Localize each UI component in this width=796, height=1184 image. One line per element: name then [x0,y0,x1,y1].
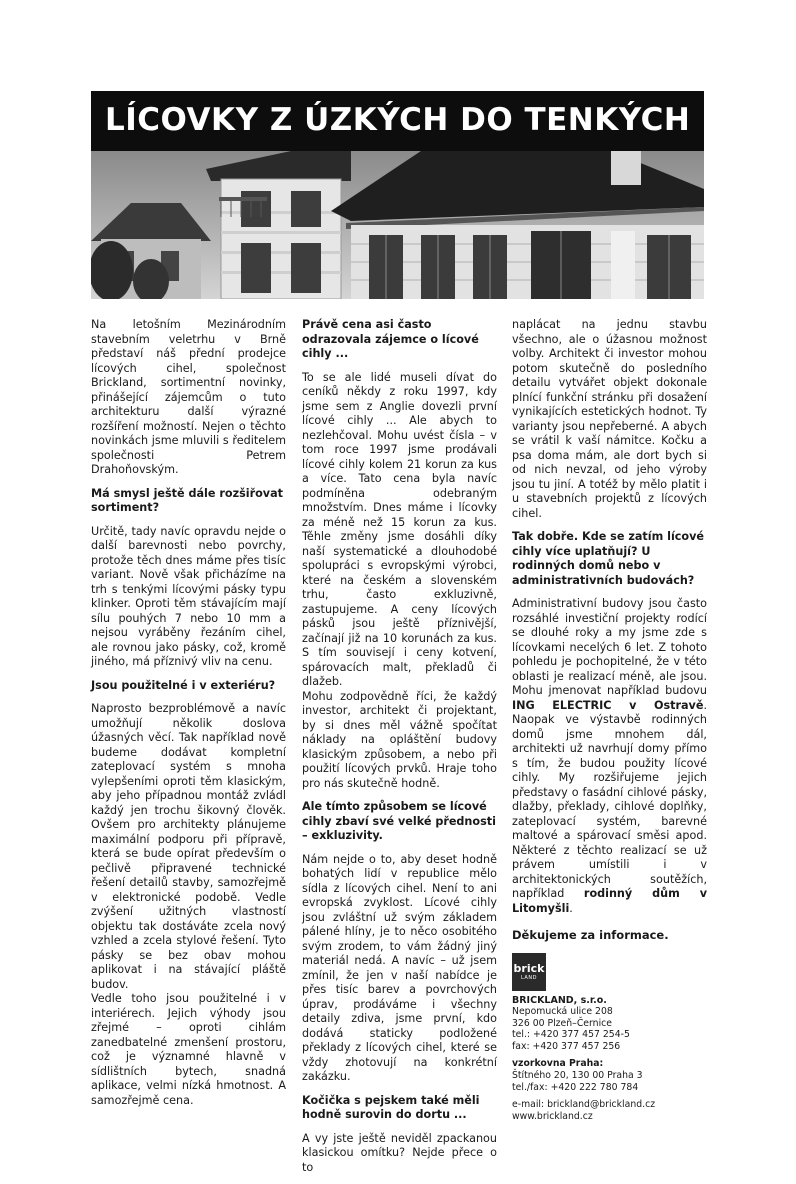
address-line: Nepomucká ulice 208 [512,1006,613,1018]
logo-sub: LAND [521,974,537,981]
question-heading: Tak dobře. Kde se zatím lícové cihly více uplatňují? U rodinných domů nebo v administrativních budovách? [512,530,704,587]
showroom-address: Štítného 20, 130 00 Praha 3 [512,1070,643,1082]
highlight-text: ING ELECTRIC v Ostravě [512,698,704,712]
fax-line: fax: +420 377 457 256 [512,1040,621,1052]
answer-text: . Naopak ve výstavbě rodinných domů jsme mnohem dál, architekti už navrhují domy přímo s tím, že budou použity lícové cihly. My rozšiřujeme jejich představy o fasádní cihlové pásky, dlažby, překlady, cihlové doplňky, zateplovací systém, barevné maltové a spárovací směsi apod. Některé z těchto realizací se už právem umístili i v architektonických soutěžích, například [512,698,707,900]
house-photo [91,151,704,299]
answer-text: . [569,901,573,915]
answer-paragraph: Určitě, tady navíc opravdu nejde o další barevnosti nebo povrchy, protože těch dnes máme přes tisíc variant. Nově však přicházíme na trh s tenkými lícovými pásky typu klinker. Oproti těm stávajícím mají sílu pouhých 7 nebo 10 mm a nejsou vyráběny řezáním cihel, ale rovnou jako pásky, což, kromě jiného, má příznivý vliv na cenu. [91,524,286,668]
question-heading: Má smysl ještě dále rozšiřovat sortiment? [91,486,283,514]
showroom-label: vzorkovna Praha: [512,1058,604,1070]
answer-paragraph: Naprosto bezproblémově a navíc umožňují několik doslova úžasných věcí. Tak například nově budeme dodávat kompletní zateplovací systém s mnoha vylepšeními oproti těm klasickým, aby jeho případnou montáž zvládl každý jen trochu šikovný člověk. Ovšem pro architekty plánujeme maximální podporu při přípravě, která se bude opírat především o pečlivě připravené technické řešení detailů stavby, samozřejmě v elektronické podobě. Vedle zvýšení užitných vlastností objektu tak dostáváte zcela nový vzhled a zcela stylové řešení. Tyto pásky se bez obav mohou aplikovat i na stávající pláště budov. [91,702,286,991]
answer-text: Administrativní budovy jsou často rozsáhlé investiční projekty rodící se dlouhé roky a my jsme zde s lícovkami necelých 6 let. Z tohoto pohledu je pochopitelné, že v této oblasti je realizací méně, ale jsou. Mohu jmenovat například budovu [512,597,707,697]
hero-banner [91,91,704,299]
article-column-1 [91,318,286,1117]
email-line: e-mail: brickland@brickland.cz [512,1099,656,1111]
brickland-logo [512,953,546,991]
question-heading: Jsou použitelné i v exteriéru? [91,678,276,692]
showroom-phone: tel./fax: +420 222 780 784 [512,1081,639,1093]
answer-paragraph: Vedle toho jsou použitelné i v interiérech. Jejich výhody jsou zřejmé – oproti cihlám zanedbatelné zmenšení prostoru, což je významné hlavně v sídlištních bytech, snadná aplikace, velmi nízká hmotnost. A samozřejmě cena. [91,992,286,1107]
article-headline: LÍCOVKY Z ÚZKÝCH DO TENKÝCH [105,102,691,138]
answer-paragraph: To se ale lidé museli dívat do ceníků někdy z roku 1997, kdy jsme sem z Anglie dovezli první lícové cihly ... Ale abych to nezlehčoval. Mohu uvést čísla – v tom roce 1997 jsme prodávali lícové cihly kolem 21 korun za kus a více. Tato cena byla navíc podmíněna odebraným množstvím. Dnes máme i lícovky za méně než 15 korun za kus. Těhle změny jsme dosáhli díky naší systematické a dlouhodobé spolupráci s evropskými výrobci, které na českém a slovenském trhu, často exkluzivně, zastupujeme. A ceny lícových pásků jsou ještě příznivější, začínají již na 10 korunách za kus. S tím souvisejí i ceny kotvení, spárovacích malt, překladů či dlažeb. [302,370,497,688]
address-line: 326 00 Plzeň–Černice [512,1017,612,1029]
question-heading: Ale tímto způsobem se lícové cihly zbaví své velké přednosti – exkluzivity. [302,800,496,842]
highlight-text: rodinný dům v Litomyšli [512,887,708,915]
thanks-line: Děkujeme za informace. [512,928,669,942]
article-column-2 [302,318,497,1184]
answer-paragraph: Nám nejde o to, aby deset hodně bohatých lidí v republice mělo sídla z lícových cihel. Není to ani evropská zvyklost. Lícové cihly jsou zvláštní už svým základem pálené hlíny, je to něco osobitého svým zrodem, to vám žádný jiný materiál nedá. A navíc – už jsem zmínil, že jen v naší nabídce je přes tisíc barev a povrchových úprav, prodáváme i všechny detaily zdiva, jsme první, kdo dodává staticky podložené překlady z lícových cihel, které se vždy zhotovují na konkrétní zakázku. [302,852,497,1083]
logo-word: brick [513,961,545,975]
contact-block [512,995,707,1123]
answer-paragraph: Mohu zodpovědně říci, že každý investor, architekt či projektant, by si dnes měl vážně spočítat náklady na opláštění budovy klasickým způsobem, a nebo při použití lícových prvků. Hraje toho pro nás skutečně hodně. [302,689,497,790]
answer-paragraph [512,597,707,916]
company-name: BRICKLAND, s.r.o. [512,994,607,1006]
intro-paragraph: Na letošním Mezinárodním stavebním veletrhu v Brně představí náš přední prodejce lícových cihel, společnost Brickland, sortimentní novinky, přinášející zájemcům o tuto architekturu další výrazné rozšíření možností. Nejen o těchto novinkách jsme mluvili s ředitelem společnosti Petrem Drahoňovským. [91,318,286,476]
article-column-3 [512,318,707,1122]
question-heading: Kočička s pejskem také měli hodně surovin do dortu ... [302,1093,480,1121]
answer-paragraph: naplácat na jednu stavbu všechno, ale o úžasnou možnost volby. Architekt či investor mohou potom skutečně do posledního detailu vytvářet objekt dokonale plnící funkční stránku při dosažení vynikajících estetických hodnot. Ty varianty jsou nepřeberné. A abych se vrátil k vaší námitce. Kočku a psa doma mám, ale dort bych si od nich nevzal, od jeho výroby jsou tu jiní. A totéž by mělo platit i u stavebních projektů z lícových cihel. [512,318,707,520]
web-line: www.brickland.cz [512,1110,593,1122]
answer-paragraph: A vy jste ještě neviděl zpackanou klasickou omítku? Nejde přece o to [302,1131,497,1174]
question-heading: Právě cena asi často odrazovala zájemce o lícové cihly ... [302,318,479,360]
phone-line: tel.: +420 377 457 254-5 [512,1029,630,1041]
